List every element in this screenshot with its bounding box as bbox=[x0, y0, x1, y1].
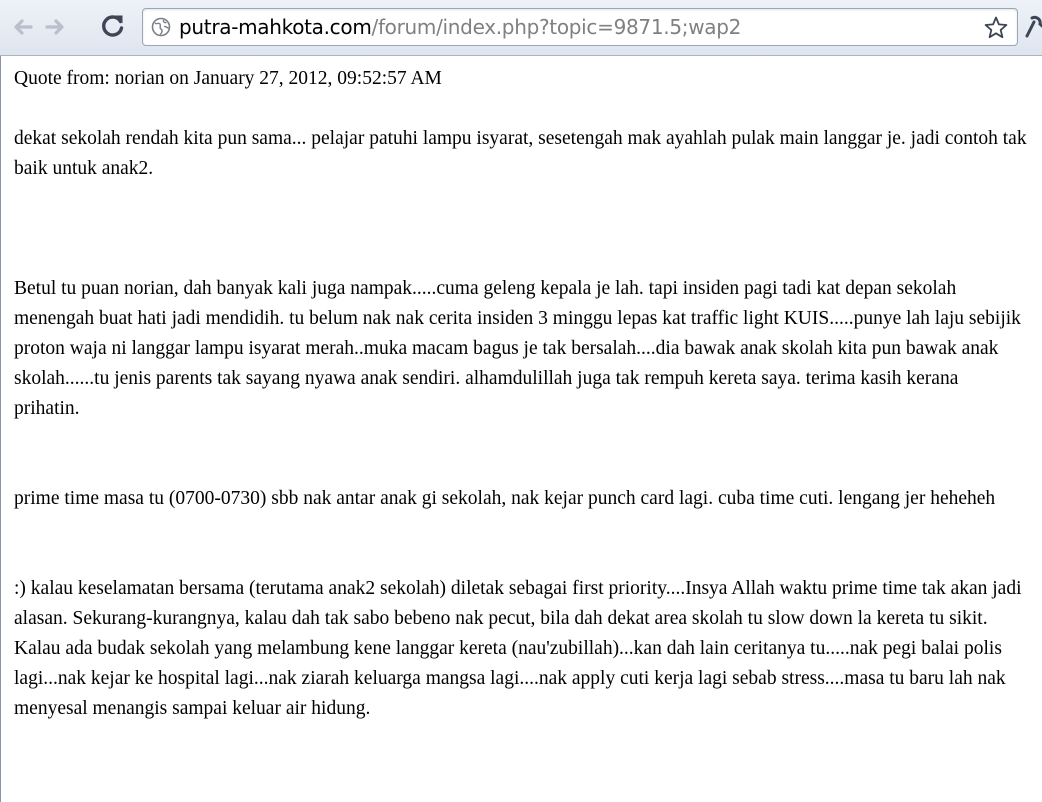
reply-paragraph-3: :) kalau keselamatan bersama (terutama anak2 sekolah) diletak sebagai first priority....Insya Allah waktu prime time tak akan jadi alasan. Sekurang-kurangnya, kalau dah tak sabo bebeno nak pecut, bila dah dekat area skolah tu slow down la kereta tu sikit. Kalau ada budak sekolah yang melambung kene langgar kereta (nau'zubillah)...kan dah lain ceritanya tu.....nak pegi balai polis lagi...nak kejar ke hospital lagi...nak ziarah keluarga mangsa lagi....nak apply cuti kerja lagi sebab stress....masa tu baru lah nak menyesal menangis sampai keluar air hidung. bbox=[14, 578, 1022, 719]
quote-header: Quote from: norian on January 27, 2012, 09:52:57 AM bbox=[14, 68, 442, 89]
reload-icon bbox=[99, 12, 127, 40]
url-path: /forum/index.php?topic=9871.5;wap2 bbox=[371, 15, 742, 39]
forward-button[interactable] bbox=[40, 12, 70, 42]
reply-paragraph-2: prime time masa tu (0700-0730) sbb nak antar anak gi sekolah, nak kejar punch card lagi. cuba time cuti. lengang jer heheheh bbox=[14, 488, 996, 509]
quote-body: dekat sekolah rendah kita pun sama... pelajar patuhi lampu isyarat, sesetengah mak ayahlah pulak main langgar je. jadi contoh tak baik untuk anak2. bbox=[14, 128, 1027, 179]
back-button[interactable] bbox=[8, 12, 38, 42]
url-host: putra-mahkota.com bbox=[179, 15, 372, 39]
spacer bbox=[14, 514, 1028, 574]
address-bar[interactable] bbox=[142, 8, 1018, 46]
page-content bbox=[14, 64, 1028, 724]
spacer bbox=[14, 184, 1028, 244]
browser-toolbar bbox=[0, 0, 1042, 56]
wrench-icon[interactable] bbox=[1024, 14, 1042, 40]
reload-button[interactable] bbox=[98, 11, 128, 41]
back-arrow-icon bbox=[11, 15, 35, 39]
url-text[interactable] bbox=[179, 15, 741, 39]
star-icon[interactable] bbox=[983, 15, 1009, 41]
window-border bbox=[0, 0, 1, 802]
spacer bbox=[14, 244, 1028, 274]
spacer bbox=[14, 424, 1028, 484]
reply-paragraph-1: Betul tu puan norian, dah banyak kali juga nampak.....cuma geleng kepala je lah. tapi insiden pagi tadi kat depan sekolah menengah buat hati jadi mendidih. tu belum nak nak cerita insiden 3 minggu lepas kat traffic light KUIS.....punye lah laju sebijik proton waja ni langgar lampu isyarat merah..muka macam bagus je tak bersalah....dia bawak anak skolah kita pun bawak anak skolah......tu jenis parents tak sayang nyawa anak sendiri. alhamdulillah juga tak rempuh kereta saya. terima kasih kerana prihatin. bbox=[14, 278, 1021, 419]
globe-icon bbox=[151, 17, 171, 37]
forward-arrow-icon bbox=[43, 15, 67, 39]
